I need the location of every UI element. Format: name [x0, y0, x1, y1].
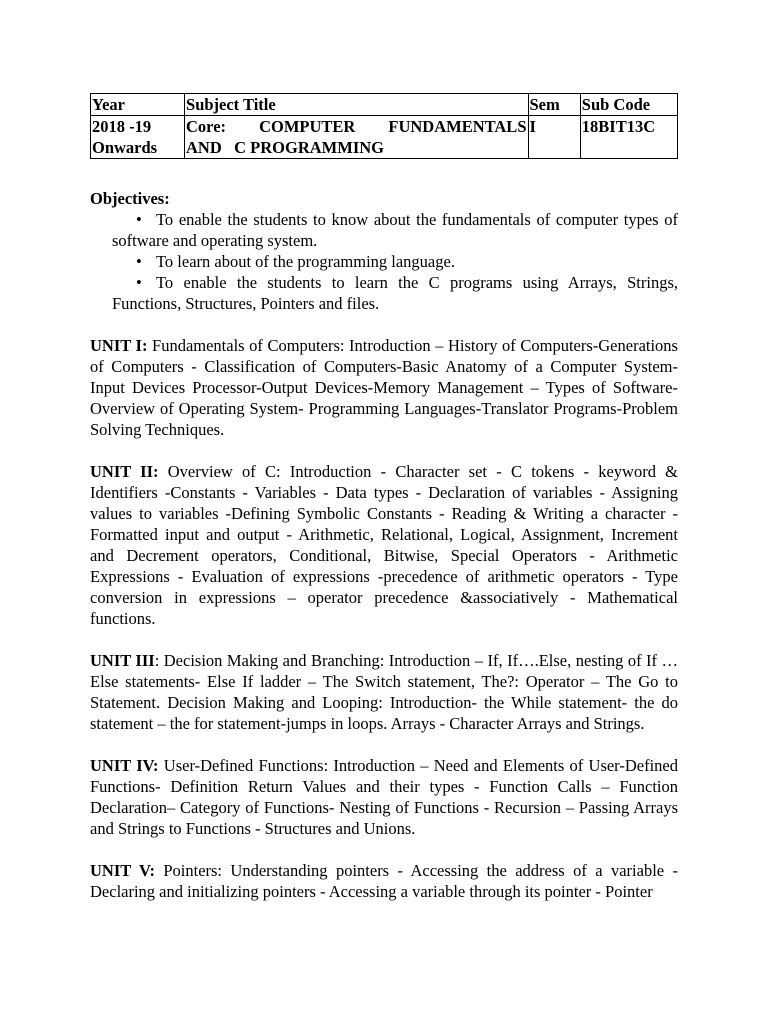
objective-text: To enable the students to know about the fundamentals of computer types of software and operating system. [112, 210, 678, 250]
list-item [112, 209, 678, 251]
header-year: Year [91, 94, 185, 116]
unit-1-paragraph [90, 335, 678, 440]
objective-text: To learn about of the programming language. [156, 252, 455, 271]
unit-2-text: Overview of C: Introduction - Character set - C tokens - keyword & Identifiers -Constants - Variables - Data types - Declaration of variables - Assigning values to variables -Defining Symbolic Constants - Reading & Writing a character - Formatted input and output - Arithmetic, Relational, Logical, Assignment, Increment and Decrement operators, Conditional, Bitwise, Special Operators - Arithmetic Expressions - Evaluation of expressions -precedence of arithmetic operators - Type conversion in expressions – operator precedence &associatively - Mathematical functions. [90, 462, 679, 628]
unit-1-label: UNIT I: [90, 336, 148, 355]
unit-2-paragraph [90, 461, 678, 629]
subject-word-computer: COMPUTER [259, 117, 356, 136]
course-info-table [90, 93, 678, 159]
unit-5-text: Pointers: Understanding pointers - Accessing the address of a variable - Declaring and initializing pointers - Accessing a variable through its pointer - Pointer [90, 861, 678, 901]
objectives-heading: Objectives: [90, 189, 170, 208]
subject-word-fundamentals: FUNDAMENTALS [388, 117, 527, 136]
header-subject-title: Subject Title [185, 94, 528, 116]
table-row [91, 116, 678, 159]
document-page [90, 93, 678, 919]
unit-4-paragraph [90, 755, 678, 839]
cell-sub-code: 18BIT13C [580, 116, 677, 159]
list-item [112, 272, 678, 314]
unit-3-text: : Decision Making and Branching: Introduction – If, If….Else, nesting of If …Else statements- Else If ladder – The Switch statement, The?: Operator – The Go to Statement. Decision Making and Looping: Introduction- the While statement- the do statement – the for statement-jumps in loops. Arrays - Character Arrays and Strings. [90, 651, 678, 733]
bullet-icon: • [136, 210, 142, 229]
unit-5-label: UNIT V: [90, 861, 155, 880]
objective-text: To enable the students to learn the C programs using Arrays, Strings, Functions, Structures, Pointers and files. [112, 273, 678, 313]
objectives-section [90, 188, 678, 314]
table-header-row [91, 94, 678, 116]
unit-4-label: UNIT IV: [90, 756, 159, 775]
unit-3-label: UNIT III [90, 651, 155, 670]
unit-1-text: Fundamentals of Computers: Introduction – History of Computers-Generations of Computers - Classification of Computers-Basic Anatomy of a Computer System-Input Devices Processor-Output Devices-Memory Management – Types of Software- Overview of Operating System- Programming Languages-Translator Programs-Problem Solving Techniques. [90, 336, 678, 439]
list-item [112, 251, 678, 272]
header-sem: Sem [528, 94, 580, 116]
subject-title-line-1 [186, 116, 526, 137]
cell-year: 2018 -19 Onwards [91, 116, 185, 159]
cell-subject-title [185, 116, 528, 159]
objectives-list [112, 209, 678, 314]
unit-2-label: UNIT II: [90, 462, 159, 481]
bullet-icon: • [136, 252, 142, 271]
unit-3-paragraph [90, 650, 678, 734]
cell-sem: I [528, 116, 580, 159]
unit-4-text: User-Defined Functions: Introduction – Need and Elements of User-Defined Functions- Definition Return Values and their types - Function Calls – Function Declaration– Category of Functions- Nesting of Functions - Recursion – Passing Arrays and Strings to Functions - Structures and Unions. [90, 756, 678, 838]
header-sub-code: Sub Code [580, 94, 677, 116]
subject-title-line-2: AND C PROGRAMMING [186, 138, 384, 157]
bullet-icon: • [136, 273, 142, 292]
unit-5-paragraph [90, 860, 678, 902]
subject-core-prefix: Core: [186, 117, 227, 136]
objectives-list-wrapper [90, 209, 678, 314]
